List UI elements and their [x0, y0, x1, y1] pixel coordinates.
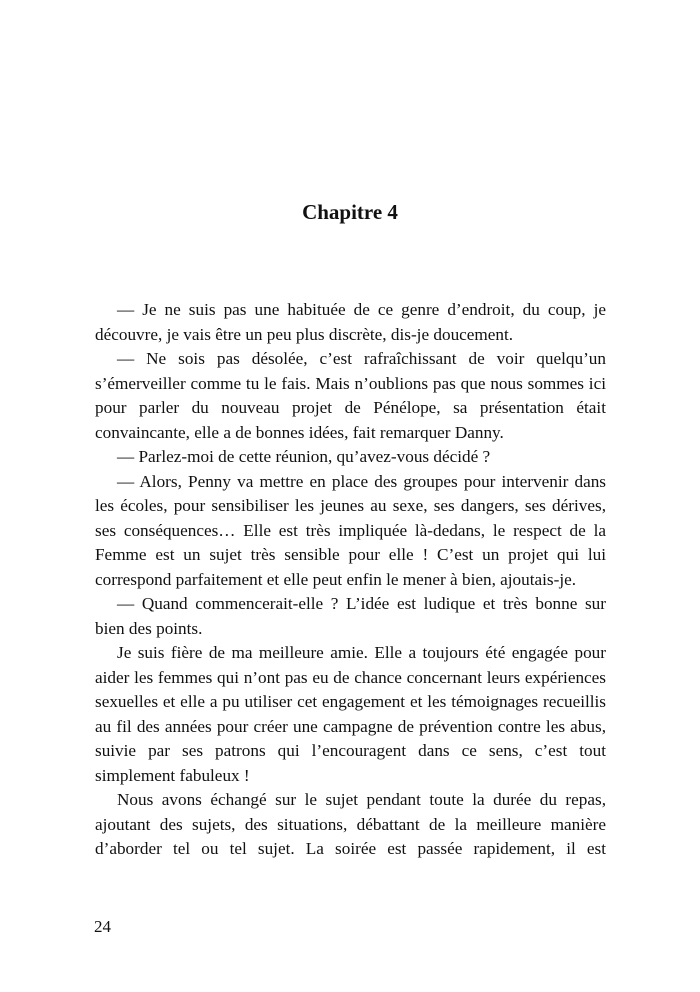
paragraph-1: — Je ne suis pas une habituée de ce genre d’endroit, du coup, je découvre, je vais être un peu plus discrète, dis-je doucement.: [95, 300, 606, 344]
paragraph-2: — Ne sois pas désolée, c’est rafraîchissant de voir quelqu’un s’émerveiller comme tu le fais. Mais n’oublions pas que nous sommes ici pour parler du nouveau projet de Pénélope, sa présentation était convaincante, elle a de bonnes idées, fait remarquer Danny.: [95, 349, 606, 442]
paragraph-3: — Parlez-moi de cette réunion, qu’avez-vous décidé ?: [117, 447, 491, 466]
paragraph-5: — Quand commencerait-elle ? L’idée est ludique et très bonne sur bien des points.: [95, 594, 606, 638]
paragraph-4: — Alors, Penny va mettre en place des groupes pour intervenir dans les écoles, pour sensibiliser les jeunes au sexe, ses dangers, ses dérives, ses conséquences… Elle est très impliquée là-dedans, le respect de la Femme est un sujet très sensible pour elle ! C’est un projet qui lui correspond parfaitement et elle peut enfin le mener à bien, ajoutais-je.: [95, 471, 606, 589]
paragraph-7: Nous avons échangé sur le sujet pendant toute la durée du repas, ajoutant des sujets, des situations, débattant de la meilleure manière d’aborder tel ou tel sujet. La soirée est passée rapidement, il est: [95, 790, 606, 858]
chapter-title: Chapitre 4: [302, 200, 398, 224]
page-number: 24: [94, 917, 111, 936]
chapter-body: [95, 298, 606, 862]
paragraph-6: Je suis fière de ma meilleure amie. Elle a toujours été engagée pour aider les femmes qui n’ont pas eu de chance concernant leurs expériences sexuelles et elle a pu utiliser cet engagement et les témoignages recueillis au fil des années pour créer une campagne de prévention contre les abus, suivie par ses patrons qui l’encouragent dans ce sens, c’est tout simplement fabuleux !: [95, 643, 606, 785]
